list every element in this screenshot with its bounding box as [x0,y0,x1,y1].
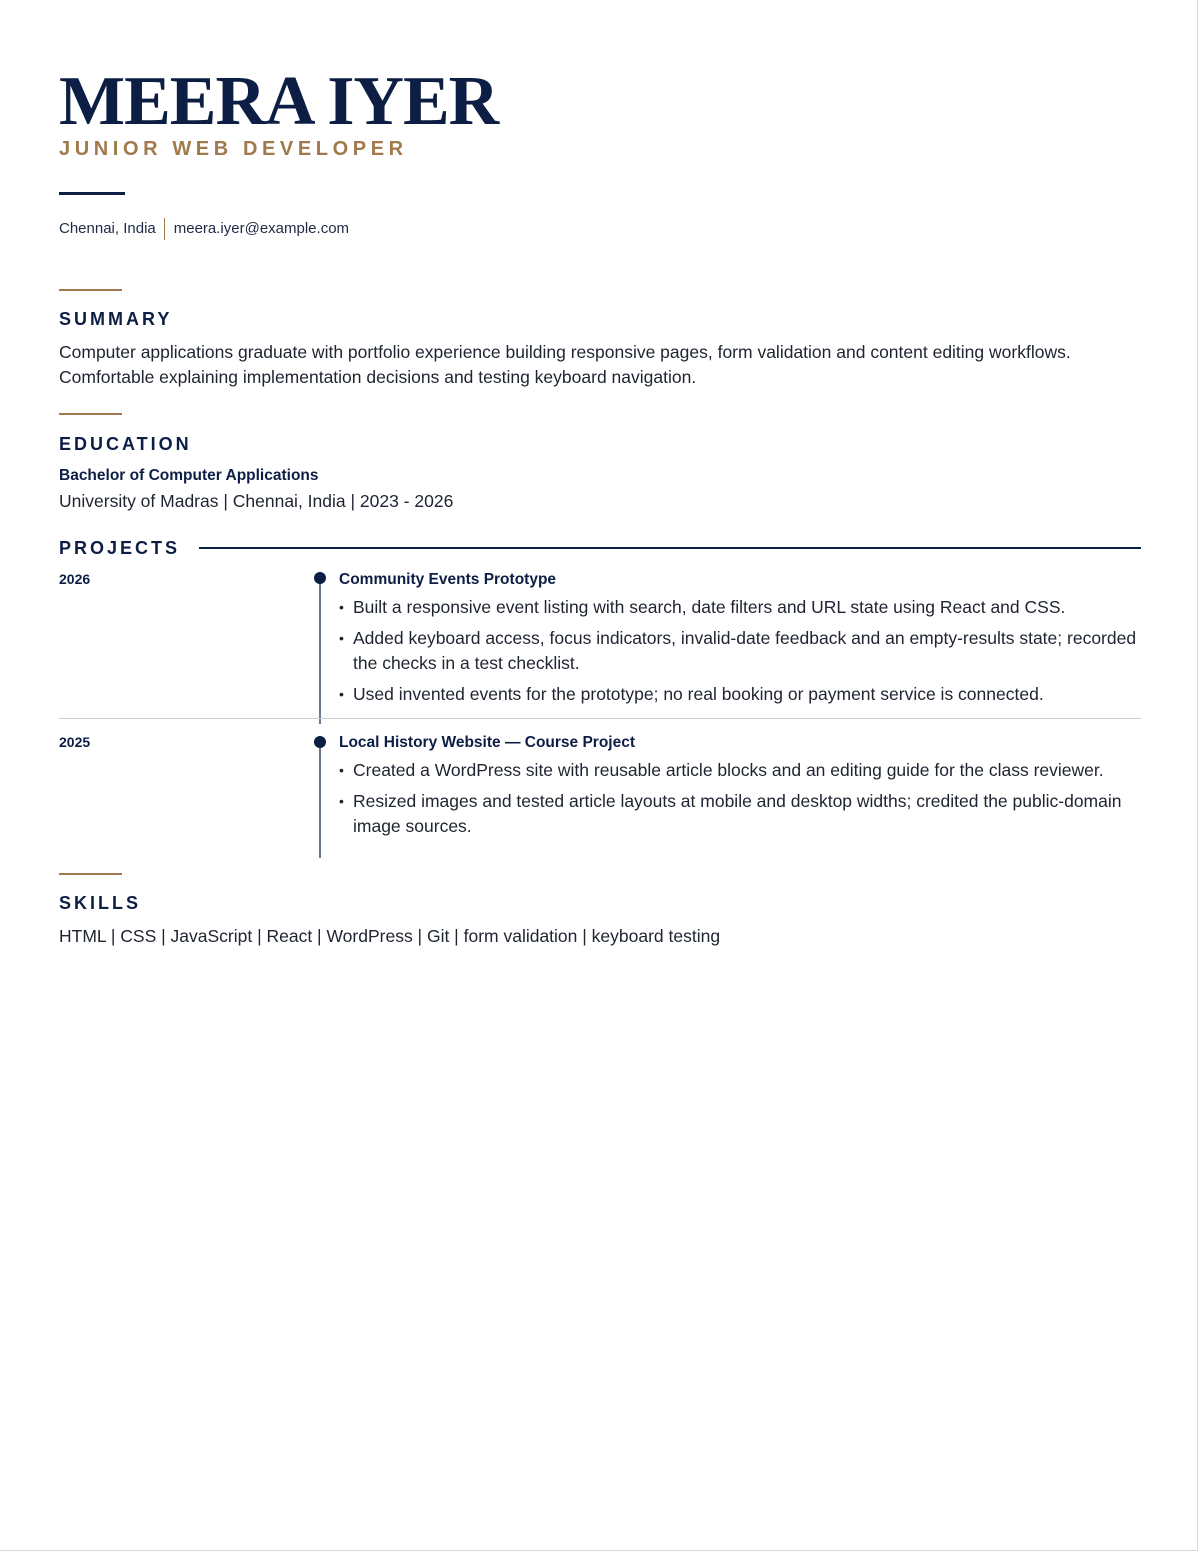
project-bullet: • Added keyboard access, focus indicators, invalid-date feedback and an empty-results state; recorded the checks in a test checklist. [339,626,1139,676]
summary-text: Computer applications graduate with portfolio experience building responsive pages, form validation and content editing workflows. Comfortable explaining implementation decisions and testing keyboard navigation. [59,342,1071,387]
project-bullet: • Built a responsive event listing with search, date filters and URL state using React and CSS. [339,595,1139,620]
education-degree: Bachelor of Computer Applications [59,467,319,484]
project-bullet: • Used invented events for the prototype; no real booking or payment service is connected. [339,682,1139,707]
project-title: Community Events Prototype [339,571,557,588]
projects-heading-rule [199,547,1141,549]
education-heading: EDUCATION [59,434,192,454]
contact-location: Chennai, India [59,220,156,237]
timeline-dot [314,736,326,748]
projects-heading: PROJECTS [59,538,181,558]
project-year: 2025 [59,734,91,750]
candidate-name: MEERA IYER [59,63,499,140]
education-accent-rule [59,413,122,415]
timeline-dot [314,572,326,584]
summary-accent-rule [59,289,122,291]
timeline-line [319,572,321,724]
summary-heading: SUMMARY [59,309,173,329]
job-title: JUNIOR WEB DEVELOPER [59,138,408,160]
project-bullet: • Created a WordPress site with reusable article blocks and an editing guide for the class reviewer. [339,758,1139,783]
contact-line [59,218,349,240]
project-bullets [339,758,1139,845]
project-title: Local History Website — Course Project [339,734,636,751]
skills-accent-rule [59,873,122,875]
skills-heading: SKILLS [59,893,142,913]
contact-separator [164,218,165,240]
education-details: University of Madras | Chennai, India | 2023 - 2026 [59,491,454,511]
contact-email[interactable]: meera.iyer@example.com [173,220,350,237]
header-divider [59,192,125,195]
project-year: 2026 [59,571,91,587]
skills-list: HTML | CSS | JavaScript | React | WordPress | Git | form validation | keyboard testing [59,926,721,946]
timeline-line [319,736,321,858]
project-row-divider [59,718,1141,719]
project-bullet: • Resized images and tested article layouts at mobile and desktop widths; credited the public-domain image sources. [339,789,1139,839]
project-bullets [339,595,1139,713]
